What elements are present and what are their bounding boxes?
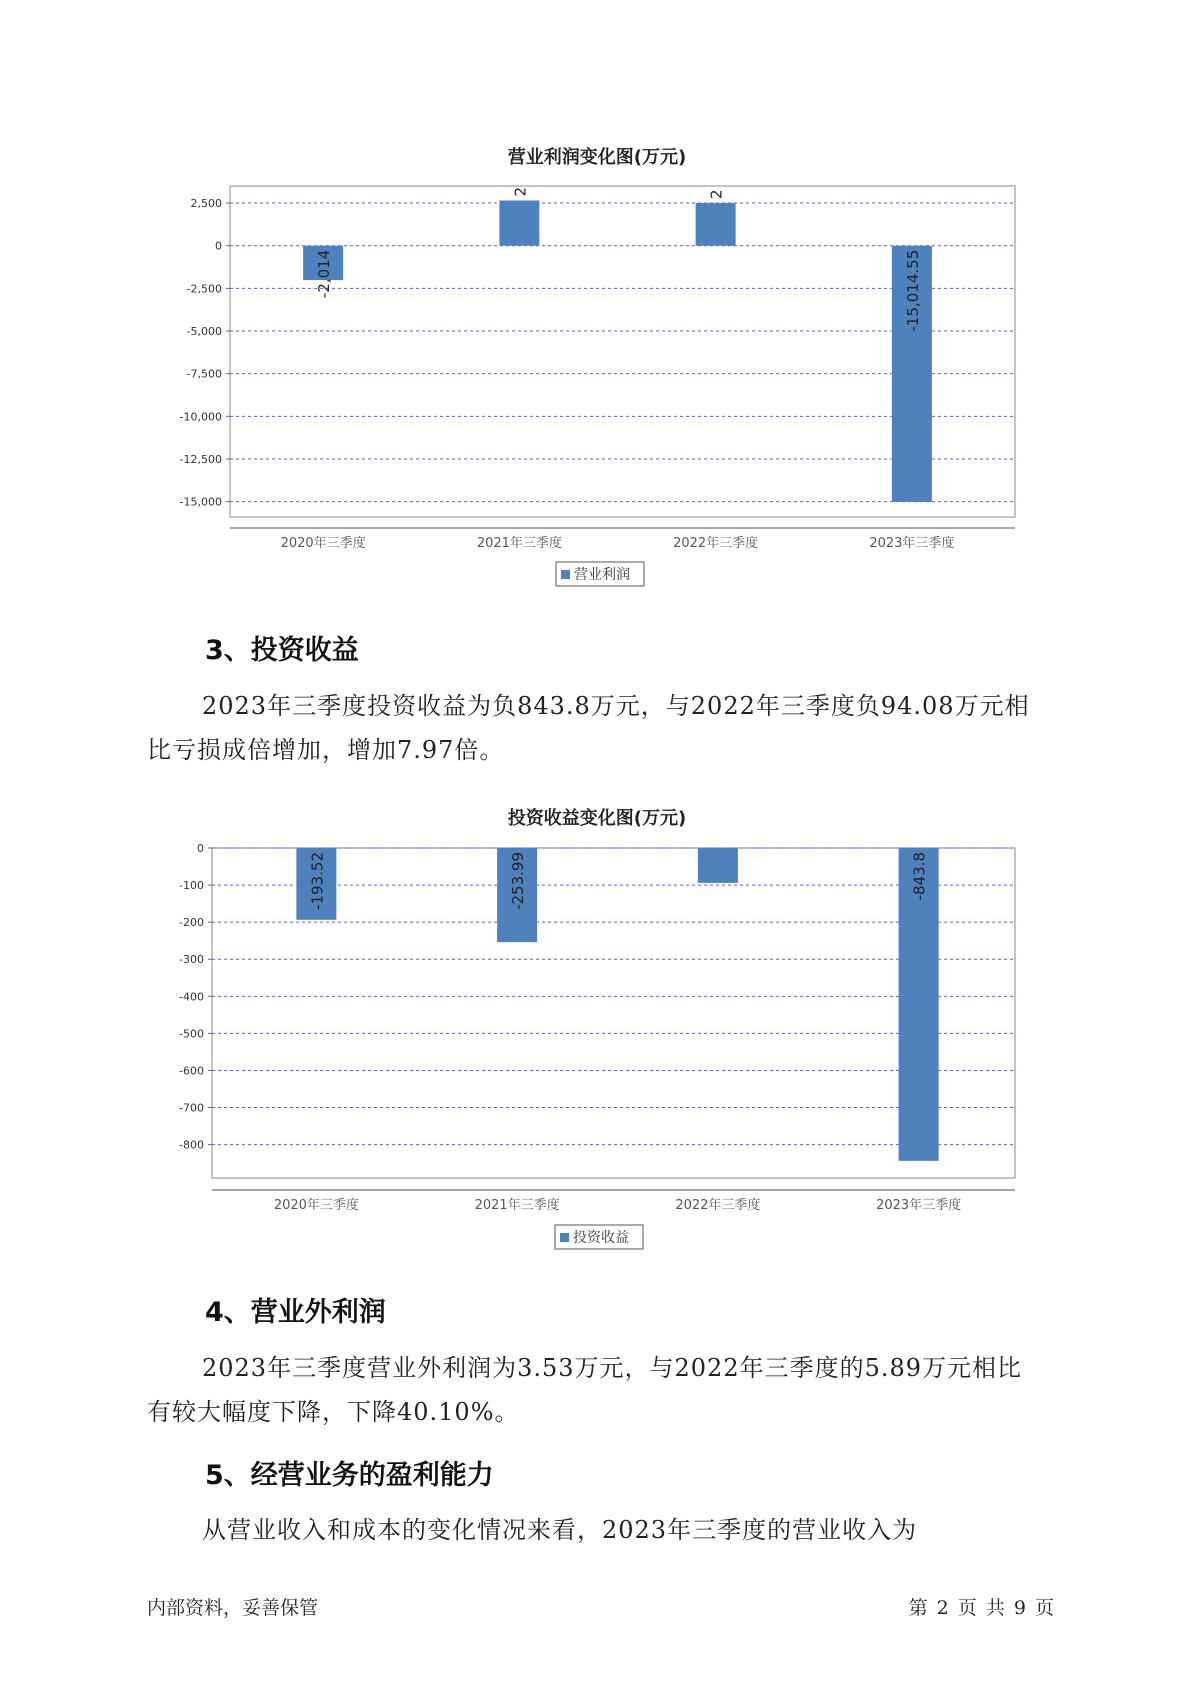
- y-tick-label: -7,500: [186, 367, 222, 381]
- y-tick-label: -500: [179, 1027, 204, 1041]
- data-label: -2,014: [315, 249, 334, 299]
- x-tick-label: 2020年三季度: [280, 536, 366, 551]
- y-tick-label: -700: [179, 1101, 204, 1115]
- data-label: -843.8: [910, 852, 929, 901]
- y-tick-label: -5,000: [186, 325, 222, 339]
- section-heading-business-profitability: 5、经营业务的盈利能力: [205, 1460, 494, 1491]
- data-label: 2: [707, 189, 726, 200]
- y-tick-label: -300: [179, 953, 204, 967]
- y-tick-label: -12,500: [179, 452, 222, 466]
- x-tick-label: 2021年三季度: [476, 536, 562, 551]
- data-label: -253.99: [509, 852, 528, 910]
- footer-confidential-note: 内部资料，妥善保管: [147, 1597, 319, 1619]
- y-tick-label: -400: [179, 990, 204, 1004]
- x-tick-label: 2023年三季度: [876, 1198, 962, 1213]
- y-tick-label: -15,000: [179, 495, 222, 509]
- paragraph-non-operating-profit: 2023年三季度营业外利润为3.53万元，与2022年三季度的5.89万元相比有较大幅度下降，下降40.10%。: [147, 1354, 1023, 1426]
- chart-title: 营业利润变化图(万元): [507, 147, 687, 168]
- data-label: 2: [511, 186, 530, 197]
- y-tick-label: 0: [215, 239, 222, 253]
- paragraph-business-profitability: 从营业收入和成本的变化情况来看，2023年三季度的营业收入为: [202, 1516, 918, 1544]
- paragraph-investment-income: 2023年三季度投资收益为负843.8万元，与2022年三季度负94.08万元相比亏损成倍增加，增加7.97倍。: [147, 692, 1030, 764]
- data-label: -15,014.55: [903, 249, 922, 332]
- x-tick-label: 2021年三季度: [474, 1198, 560, 1213]
- chart-title: 投资收益变化图(万元): [507, 808, 687, 829]
- footer-page-number: 第 2 页 共 9 页: [908, 1597, 1054, 1619]
- x-tick-label: 2022年三季度: [675, 1198, 761, 1213]
- x-tick-label: 2023年三季度: [869, 536, 955, 551]
- section-heading-investment-income: 3、投资收益: [205, 635, 359, 666]
- y-tick-label: -800: [179, 1138, 204, 1152]
- y-tick-label: -100: [179, 879, 204, 893]
- bar-2022年三季度: [698, 848, 738, 883]
- y-tick-label: 2,500: [190, 197, 222, 211]
- data-label: -193.52: [308, 852, 327, 910]
- x-tick-label: 2020年三季度: [273, 1198, 359, 1213]
- y-tick-label: -2,500: [186, 282, 222, 296]
- y-tick-label: -10,000: [179, 410, 222, 424]
- x-tick-label: 2022年三季度: [673, 536, 759, 551]
- legend-label: 营业利润: [574, 567, 630, 583]
- y-tick-label: -600: [179, 1064, 204, 1078]
- y-tick-label: -200: [179, 916, 204, 930]
- legend-label: 投资收益: [573, 1230, 629, 1246]
- y-tick-label: 0: [197, 842, 204, 855]
- legend-swatch: [560, 1233, 569, 1242]
- section-heading-non-operating-profit: 4、营业外利润: [205, 1297, 386, 1328]
